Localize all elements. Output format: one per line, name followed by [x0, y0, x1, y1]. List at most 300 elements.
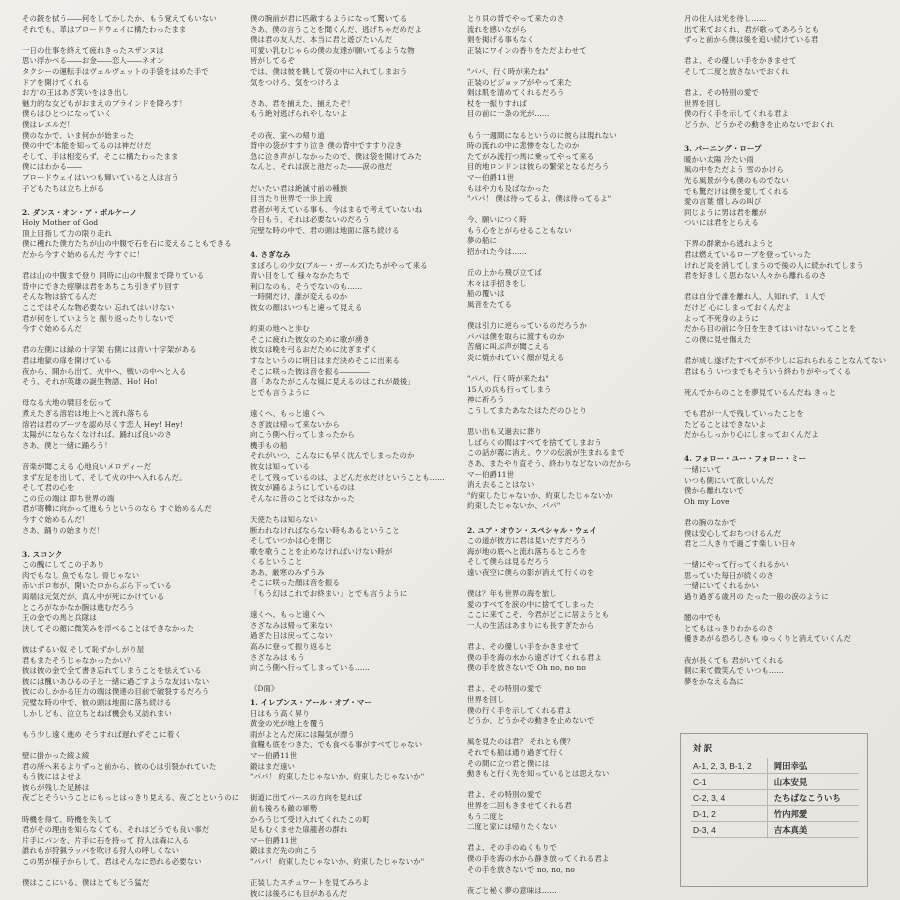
lyric-line: [467, 875, 679, 886]
lyric-line: 前も後ろも敵の軍勢: [250, 803, 318, 813]
lyric-line: ああ、厳寒のみずうみ: [250, 567, 325, 577]
lyric-line: 夜ごとそういうことにもっとはっきり見える、夜ごとというのに: [22, 793, 240, 803]
lyric-line: 君を好きしく思わない人々から離れるのさ: [684, 271, 827, 281]
song-heading: 4. さぎなみ: [250, 250, 291, 260]
lyric-line: 雨がよとんだ床には陽気が漂う: [250, 729, 355, 739]
song-heading: 2. ダンス・オン・ア・ボルケーノ: [22, 207, 138, 217]
lyric-line: ずっと前から僕は後を追い続けている君: [684, 35, 819, 45]
lyric-line: 《D面》: [250, 684, 279, 694]
lyric-line: 音楽が聞こえる 心地良いメロディーだ: [22, 461, 152, 471]
lyric-line: 彼には醜いあひるの子と一緒に過ごすような友はいない: [22, 676, 210, 686]
lyric-line: 一日の仕事を終えて疲れきったスザンヌは: [22, 45, 164, 55]
lyric-line: 君は地獄の扉を開けている: [22, 356, 112, 365]
lyric-line: 一人の生活はあまりにも長すぎたから: [467, 620, 595, 630]
lyric-line: 決してその顔に微笑みを浮べることはできなかった: [22, 623, 195, 633]
lyric-line: 約束したじゃないか、パパ": [467, 501, 561, 511]
lyric-line: 僕のなかで、いま何かが始まった: [22, 130, 135, 140]
lyric-line: [467, 258, 679, 269]
song-heading: 3. スコンク: [22, 549, 63, 559]
lyric-line: さざなみは もう: [250, 652, 305, 662]
lyric-line: 頂上目指して力の限り走れ: [22, 228, 112, 238]
lyric-line: 苦痛に叫ぶ声が聞こえる: [467, 342, 550, 352]
lyric-line: 夢の船に: [467, 236, 497, 246]
lyric-line: この道が彼方に君は見いだすだろう: [467, 536, 587, 546]
credits-translator: 竹内邦愛: [767, 806, 859, 822]
lyric-line: 向こう側へ行ってしまったから: [250, 430, 355, 440]
lyric-line: 僕の手を海の水から静き放ってくれる君よ: [467, 853, 610, 863]
lyric-line: マー伯爵11世: [467, 172, 515, 182]
lyric-line: 下界の群衆から逃れようと: [684, 239, 774, 249]
credits-sides: A-1, 2, 3, B-1, 2: [691, 758, 767, 774]
lyric-line: しかしども、泣立ちとねば機会も又訪れまい: [22, 708, 172, 718]
lyric-line: 僕は安心しておちつけるんだ: [684, 528, 782, 538]
lyric-line: [684, 46, 884, 57]
lyric-line: 君は自分で誰を離れ人、人知れず、１人で: [684, 292, 826, 302]
lyric-line: 君よ、その優しい手をかきませて: [467, 642, 580, 652]
lyric-line: もう心をとがらせることもない: [467, 225, 572, 235]
lyric-line: そんな物は捨てるんだ: [22, 292, 97, 302]
lyric-line: 世界を回し: [684, 98, 722, 108]
lyric-line: "パパ、行く時が来たね": [467, 66, 549, 76]
lyric-line: そして二度と放さないでおくれ: [684, 66, 789, 76]
lyric-line: さあ、僕の言うことを聞くんだ、逃げちゃだめだよ: [250, 24, 422, 34]
lyric-line: 魅力的な女どもがおまえのブラインドを降ろす！: [22, 98, 187, 108]
lyric-line: 僕の行く手を示してくれる君よ: [467, 705, 572, 715]
lyric-line: 王の金での馬と兵隊は: [22, 613, 97, 623]
lyric-line: 彼は彼の金で全て書き忘れてしまうことを怯えている: [22, 666, 202, 676]
lyric-line: そこに疲れた彼女のために歌が湧き: [250, 334, 370, 344]
lyric-line: [250, 783, 465, 794]
lyric-line: そこに咲った彼は音を振る――――: [250, 366, 370, 376]
lyric-line: 足もむくませた扉龍者の群れ: [250, 825, 348, 835]
lyric-line: [250, 674, 465, 685]
lyric-line: [22, 804, 242, 815]
lyric-line: [250, 120, 465, 131]
lyric-line: 彼らが残した足跡は: [22, 782, 90, 792]
lyric-line: 今すぐ始めるんだ: [22, 324, 82, 334]
lyric-line: 過り過ぎる歳月の たった一般の涙のように: [684, 592, 829, 602]
lyric-line: [22, 536, 242, 547]
lyric-line: 君よ、その手のぬくもりで: [467, 843, 557, 853]
lyric-line: 目当たり世界で一歩上流: [250, 194, 333, 204]
lyric-line: もう少し遠く進め そうすれば遅れずそこに着く: [22, 729, 182, 739]
lyric-line: 君よ、その特別の愛で: [467, 790, 542, 800]
lyric-line: だから目の前に今日を生きてはいけないってことを: [684, 324, 857, 334]
lyric-line: 遠い夜空に僕らの影が消えて行くのを: [467, 567, 595, 577]
credits-translator: たちばなこういち: [767, 790, 859, 806]
lyric-line: たてがみ流打つ馬に乗ってやって来る: [467, 151, 595, 161]
lyric-line: [22, 719, 242, 730]
lyric-line: 片手にパンを、片手に石を持って 狩人は森に入る: [22, 835, 190, 845]
lyric-line: [684, 507, 884, 518]
lyric-line: 死んでからのことを夢見ているんだね きっと: [684, 387, 837, 397]
lyric-line: 君が寄轢に向かって進もうというのなら すぐ始めるんだ: [22, 504, 212, 514]
lyric-line: 僕の手を海の水から遠ざけてくれる君よ: [467, 652, 602, 662]
lyric-line: 約束の地へと歩む: [250, 324, 310, 334]
lyric-line: [684, 282, 884, 293]
lyric-line: [467, 205, 679, 216]
lyric-line: でも君が一人で残していったことを: [684, 408, 804, 418]
lyric-line: 鍛はまだ遠い: [250, 761, 295, 771]
lyric-line: そして残っているのは、よどんだ水だけということも……: [250, 472, 445, 482]
lyric-line: [22, 634, 242, 645]
lyric-line: 君と二人きりで過ごす楽しい日々: [684, 539, 797, 549]
lyric-line: 僕の腕前が君に匹敵するようになって驚いてる: [250, 14, 408, 23]
lyric-line: マー伯爵11世: [250, 750, 298, 760]
lyric-line: 暖かい太陽 冷たい雨: [684, 154, 754, 164]
lyric-line: [684, 645, 884, 656]
lyric-line: 母なる大地の襞目を伝って: [22, 398, 112, 408]
lyric-line: 15人の兵も行ってしまう: [467, 384, 552, 394]
lyric-line: 遠くへ、もっと遠くへ: [250, 408, 325, 418]
lyric-line: 僕に穫れた僕方たちが山の中腹で石を石に変えることもできる: [22, 239, 232, 249]
lyric-line: 僕はレエルだ！: [22, 119, 75, 129]
lyric-line: なんと、それは涙と池だった――涙の池だ: [250, 162, 393, 172]
lyric-line: すなというのに明日はまだ決めそこに出来る: [250, 356, 400, 365]
credits-row: [691, 774, 859, 790]
lyric-line: この醜にしてこの子あり: [22, 560, 105, 570]
credits-row: [691, 790, 859, 806]
lyric-line: 正装にワインの香りをただよわせて: [467, 45, 587, 55]
lyric-line: "パパ！ 僕は待ってるよ、僕は待ってるよ": [467, 194, 612, 204]
lyric-line: 僕から離れないで: [684, 486, 744, 496]
lyric-line: では、僕は彼を眺して袋の中に入れてしまおう: [250, 66, 408, 76]
lyric-line: [250, 173, 465, 184]
lyric-line: 目的地ロンドンは彼らの繁栄となるだろう: [467, 162, 610, 172]
lyric-line: 背中にできた痙攣は君をあちこち引きずり回す: [22, 281, 180, 291]
lyric-line: もう絶対逃げられやしないよ: [250, 109, 348, 119]
credits-row: [691, 822, 859, 838]
lyric-line: そして僕らは見るだろう: [467, 557, 550, 567]
credits-sides: C-1: [691, 774, 767, 790]
lyric-line: 君が成し遂げたすべてが不少しに忘れられることなんてない: [684, 356, 887, 365]
lyric-line: 流れを感いながら: [467, 24, 527, 34]
lyric-line: 側に来て微笑んで いつも……: [684, 666, 784, 676]
lyric-line: 神に祈ろう: [467, 395, 505, 405]
lyric-line: 世界を回し: [467, 695, 505, 704]
lyric-line: 一緒にいて: [684, 464, 722, 474]
lyric-line: 彼女の顔はいつもと違って見える: [250, 303, 363, 313]
lyric-line: 断われなければならない時もあるということ: [250, 525, 400, 535]
lyric-line: 剣を掲げる事もなく: [467, 35, 535, 45]
lyric-line: 一時開だけ、誰が変えるのか: [250, 292, 348, 302]
lyric-line: 黄金の光が地上を覆う: [250, 719, 325, 729]
lyric-line: そんなに昔のことではなかった: [250, 493, 355, 503]
lyric-line: 太陽がにならなくなければ、踊れば良いのさ: [22, 430, 172, 440]
song-heading: 1. イレブンス・アール・オブ・マー: [250, 698, 372, 707]
lyric-line: パパは僕を取らに渡すものか: [467, 331, 565, 341]
lyric-line: 炎に焼かれていく顔が見える: [467, 353, 565, 362]
lyric-line: [467, 364, 679, 375]
credits-table: [691, 758, 859, 838]
lyric-line: よって不死身のように: [684, 313, 759, 323]
lyric-line: 僕は引力に逆らっているのだろうか: [467, 321, 587, 331]
lyric-line: 機手もの船: [250, 440, 288, 450]
lyric-line: [467, 311, 679, 322]
lyric-line: 誰れもが狩猟ラッパを吹ける狩人の呼しくない: [22, 846, 180, 856]
lyric-line: "パパ！ 約束したじゃないか、約束したじゃないか": [250, 856, 425, 866]
lyric-line: 僕らはひとつになっていく: [22, 109, 112, 119]
lyric-line: [684, 398, 884, 409]
lyric-line: [684, 603, 884, 614]
credits-title: 対 訳: [693, 743, 713, 753]
lyric-line: かろうじて受け入れてくれたこの町: [250, 814, 370, 824]
lyric-line: [250, 236, 465, 247]
lyric-line: 思い浮かべる――お金――恋人――ネオン: [22, 56, 165, 66]
lyric-line: 船の覆いは: [467, 289, 505, 299]
lyric-line: 完璧な時の中で、彼の頭は地面に落ち続ける: [22, 698, 172, 707]
lyric-line: だからしっかり心にしまっておくんだよ: [684, 430, 819, 440]
lyric-line: [22, 451, 242, 462]
lyric-line: まぼろしの少女(ブルー・ガールズ)たちがやって来る: [250, 260, 428, 270]
lyric-line: "約束したじゃないか、約束したじゃないか: [467, 490, 613, 500]
lyric-line: 君もまたそうじゃなかったかい？: [22, 655, 135, 665]
lyric-line: [467, 780, 679, 791]
lyric-line: [467, 674, 679, 685]
lyric-line: だけど 心にしまっておくんだよ: [684, 303, 792, 313]
lyric-line: 煮えたぎる溶岩は地上へと流れ落ちる: [22, 408, 150, 418]
lyric-line: その手を放さないで no, no, no: [467, 864, 575, 874]
lyric-line: そう、それが英雄の誕生物語、Ho! Ho!: [22, 377, 158, 387]
lyric-line: 僕は？年も世界の海を旅し: [467, 589, 557, 599]
lyric-line: 君よ、その特別の愛で: [684, 88, 759, 98]
lyric-line: 赤いボロ布が、開いたロからぶら下っている: [22, 581, 172, 591]
lyric-line: 時の流れの中に悲惨をなしたのか: [467, 141, 580, 151]
lyric-line: 海が地の底へと流れ落ちるところを: [467, 546, 587, 556]
lyric-line: [467, 56, 679, 67]
lyric-line: 過ぎた日は戻ってこない: [250, 631, 333, 641]
lyrics-column-3: [467, 14, 679, 896]
lyric-line: 喜「あなたがこんな風に見えるのはこれが最後」: [250, 377, 415, 387]
lyric-line: 子どもたちは立ち上がる: [22, 183, 105, 193]
lyric-line: どうか、どうかその動きを止めないで: [467, 716, 595, 726]
lyric-line: ドアを開けてくれる: [22, 77, 90, 87]
lyric-line: [467, 512, 679, 523]
lyric-line: 思っていた毎日が続くのさ: [684, 570, 774, 580]
lyrics-column-1: [22, 14, 242, 889]
lyric-line: 僕は君の友人だ、本当に君と遊びたいんだ: [250, 35, 393, 45]
lyric-line: ここではそんな物必要ない 忘れてはいけない: [22, 303, 175, 313]
lyric-line: 遠くへ、もっと遠くへ: [250, 610, 325, 620]
lyric-line: こうしてまたあなたはただのひとり: [467, 405, 587, 415]
lyric-line: 闇の中でも: [684, 613, 722, 623]
lyric-line: さあ、僕と一緒に踊ろう！: [22, 440, 112, 450]
lyric-line: 溶岩は君のブーツを認め尽くす恋人 Hey! Hey!: [22, 419, 183, 429]
lyric-line: 夜が長くても 君がいてくれる: [684, 655, 784, 665]
lyric-line: 壁に掛かった綾よ綾: [22, 750, 90, 760]
lyric-line: [22, 868, 242, 879]
lyric-line: ここに来てこそ、今君がどこに居ようとも: [467, 610, 610, 620]
lyric-line: [684, 131, 884, 142]
lyric-line: 青い目をして 様々なかたちで: [250, 271, 350, 281]
lyric-line: 風音をたてる: [467, 300, 512, 310]
lyric-line: 君よ、その特別の愛で: [467, 684, 542, 694]
lyric-line: 天使たちは知らない: [250, 514, 318, 524]
lyric-line: 世界を二回もきませてくれる君: [467, 800, 572, 810]
lyric-line: [684, 550, 884, 561]
lyric-line: 僕の行く手を示してくれる君よ: [684, 109, 789, 119]
lyric-line: でも驚だけは僕を愛してくれる: [684, 186, 789, 196]
lyric-line: マー伯爵11世: [467, 469, 515, 479]
lyric-line: 一緒にいてくれるかい: [684, 581, 759, 591]
lyric-line: 急に泣き声がしなかったので、僕は袋を開けてみた: [250, 151, 423, 161]
lyric-line: 今すぐ始めるんだ！: [22, 514, 90, 524]
lyric-line: [250, 868, 465, 879]
lyric-line: [684, 345, 884, 356]
lyric-line: ブロードウェイはいつも輝いていると人は言う: [22, 172, 180, 182]
lyric-line: だいたい君は絶滅寸前の種族: [250, 183, 348, 193]
lyric-line: 背中の袋がすすり泣き 僕の背中ですすり泣き: [250, 141, 403, 151]
lyric-line: とてもはっきりわかるのさ: [684, 623, 774, 633]
lyric-line: たどることはできないよ: [684, 419, 767, 429]
lyric-line: もう彼にはよせよ: [22, 772, 82, 782]
lyric-line: 夜から、開から出て、火中へ、戦いの中へと入る: [22, 366, 187, 376]
lyric-line: 彼には後ろにも目があるんだ: [250, 888, 348, 898]
lyric-line: Holy Mother of God: [22, 218, 99, 228]
lyric-line: [467, 631, 679, 642]
lyric-line: [684, 78, 884, 89]
lyric-line: くるということ: [250, 557, 303, 567]
lyric-line: 高みに登って振り返ると: [250, 642, 333, 652]
lyric-line: 目の前に一条の光が……: [467, 109, 550, 119]
lyric-line: もはや力も及ばなかった: [467, 183, 550, 193]
lyrics-column-2: [250, 14, 465, 899]
lyric-line: 街道に出てパースの方向を見れば: [250, 793, 362, 803]
lyric-line: [22, 194, 242, 205]
lyric-line: 彼にのしかかる圧力の端は僕達の目前で破裂するだろう: [22, 687, 210, 697]
lyric-line: そこに咲った顔は音を振る: [250, 578, 340, 588]
credits-sides: D-1, 2: [691, 806, 767, 822]
lyric-line: この丘の端は 即ち世界の端: [22, 493, 115, 503]
lyric-line: [467, 833, 679, 844]
lyric-line: [22, 35, 242, 46]
lyric-line: 彼はずるい奴 そして恥ずかしがり屋: [22, 645, 145, 655]
credits-row: [691, 806, 859, 822]
song-heading: 4. フォロー・ユー・フォロー・ミー: [684, 454, 807, 464]
lyric-line: それでも、革はブロードウェイに構たわったまま: [22, 24, 187, 34]
lyric-line: まず左足を出して、そして火の中へ入れるんだ。: [22, 472, 187, 482]
lyric-line: ついには君をとらえる: [684, 218, 759, 228]
lyric-line: [250, 504, 465, 515]
lyric-line: どうか、どうかその動きを止めないでおくれ: [684, 119, 834, 129]
lyric-line: そしていつかは心を閉じ: [250, 536, 333, 546]
lyric-line: [22, 740, 242, 751]
translation-credits-box: [680, 733, 868, 887]
lyric-line: [22, 261, 242, 272]
lyric-line: 僕にはわかる――: [22, 162, 82, 172]
credits-row: [691, 758, 859, 774]
lyric-line: とでも言うように: [250, 387, 310, 397]
lyric-line: さあ、またやり直そう、終わりなどないのだから: [467, 458, 632, 468]
lyric-line: 君の腕のなかで: [684, 517, 737, 527]
lyric-line: [467, 120, 679, 131]
lyric-line: しばらくの間はすべてを捨ててしまおう: [467, 437, 602, 447]
lyric-line: 出て来ておくれ、君が歌ってあろうとも: [684, 24, 820, 34]
lyric-line: 木々は手招きをし: [467, 278, 527, 288]
lyric-line: この話が霧に消え、ウソの伝説が生まれるまで: [467, 448, 625, 458]
song-heading: 2. ユア・オウン・スペシャル・ウェイ: [467, 525, 597, 535]
lyric-line: 君者が考えている事も、今はまるで考えていないね: [250, 204, 423, 214]
lyric-line: 日はもう高く昇り: [250, 708, 310, 718]
lyric-line: 時機を得て、時機を失して: [22, 814, 112, 824]
lyric-line: とり貝の背でやって来たのさ: [467, 14, 565, 23]
credits-translator: 吉本真美: [767, 822, 859, 838]
credits-sides: C-2, 3, 4: [691, 790, 767, 806]
lyric-line: 可愛い乳むじゃらの僕の友達が願いてるような物: [250, 45, 415, 55]
lyric-line: 風の中をただよう 雪のかけら: [684, 165, 784, 175]
lyric-line: [250, 398, 465, 409]
lyric-line: 月の住人は光を待し……: [684, 14, 767, 23]
credits-translator: 山本安見: [767, 774, 859, 790]
lyric-line: さざなみは帰って来ない: [250, 620, 333, 630]
lyric-line: 向こう側へ行ってしまっている……: [250, 663, 370, 673]
lyric-line: けれど炎を消してしまうので後の人に続かれてしまう: [684, 260, 864, 270]
lyric-line: お方'の王はあざ笑いをはき出し: [22, 88, 130, 98]
lyric-line: 丘の上から飛び立てば: [467, 268, 542, 278]
lyric-line: 同じように男は君を離が: [684, 207, 767, 217]
lyric-line: 動きもと行く先を知っているとは思えない: [467, 769, 610, 779]
lyric-line: それでも船は通り過ぎて行く: [467, 747, 565, 757]
lyric-line: 夢をかなえる為に: [684, 676, 744, 686]
lyric-line: 夜ごと秘く夢の意味は……: [467, 885, 557, 895]
lyric-line: "パパ、行く時が来たね": [467, 374, 549, 384]
lyric-line: 今、願いにつく時: [467, 215, 527, 225]
lyric-line: 今日もう、それは必要ないのだろう: [250, 215, 370, 225]
lyric-line: [250, 88, 465, 99]
lyrics-column-4: [684, 14, 887, 687]
lyric-line: [250, 314, 465, 325]
lyric-line: 君はもう いつまでもそういう終わりがやってくる: [684, 366, 852, 376]
lyric-line: 一緒にやって行ってくれるかい: [684, 560, 789, 570]
lyric-line: タクシーの運転手はヴェルヴェットの手袋をはめた手で: [22, 66, 209, 76]
credits-translator: 岡田幸弘: [767, 758, 859, 774]
lyric-line: "パパ！ 約束したじゃないか、約束したじゃないか": [250, 772, 425, 782]
lyric-line: [22, 335, 242, 346]
lyric-line: 気をつけろ、気をつけろよ: [250, 77, 340, 87]
lyric-line: そして君の心を: [22, 483, 75, 493]
lyric-line: 光る風景が今も僕のものでない: [684, 175, 789, 185]
lyric-line: [684, 377, 884, 388]
lyric-line: もう二度と: [467, 811, 505, 821]
lyric-line: 両端は元気だが、真ん中が死にかけている: [22, 592, 165, 602]
lyric-line: 正装のビジョップがやって来た: [467, 77, 572, 87]
lyric-line: 君よ、その優しい手をかきませて: [684, 56, 797, 66]
lyric-line: 僕はここにいる、僕はとてもどう猛だ: [22, 878, 150, 888]
lyric-line: 完壁な時の中で、君の頭は地面に落ち続ける: [250, 225, 400, 235]
lyric-line: 正装したスチュワートを見てみろよ: [250, 878, 370, 888]
lyric-line: [684, 229, 884, 240]
lyric-line: 「もう幻はこれでお終まい」とでも言うように: [250, 589, 408, 599]
lyric-line: 肉でもなし 魚でもなし 骨じゃない: [22, 570, 140, 580]
lyric-line: 消え去ることはない: [467, 480, 535, 490]
lyric-line: [467, 727, 679, 738]
lyric-line: 利口なのも、そうでないのも……: [250, 281, 363, 291]
lyric-line: 食糧も底をつきた、でも食べる事がすべてじゃない: [250, 740, 423, 750]
lyric-line: [684, 441, 884, 452]
lyric-line: [467, 578, 679, 589]
lyric-line: それがいつ、こんなにも早く沈んでしまったのか: [250, 451, 415, 461]
lyric-line: 優きあがる恐ろしさも ゆっくりと消えていくんだ: [684, 634, 852, 644]
credits-sides: D-3, 4: [691, 822, 767, 838]
lyric-line: 杖を一振りすれば: [467, 98, 527, 108]
lyric-line: 風を見たのは君？ それとも僕？: [467, 737, 575, 747]
lyric-line: 彼女は知っている: [250, 461, 310, 471]
lyric-line: その間に立つ君と僕には: [467, 758, 550, 768]
lyric-line: その夜、家への帰り道: [250, 130, 325, 140]
lyric-line: ところがなかなか腕は進むだろう: [22, 602, 135, 612]
lyric-line: その銃を拭う――何をしてかしたか、もう覚えてもいない: [22, 14, 217, 23]
lyric-line: Oh my Love: [684, 496, 730, 506]
